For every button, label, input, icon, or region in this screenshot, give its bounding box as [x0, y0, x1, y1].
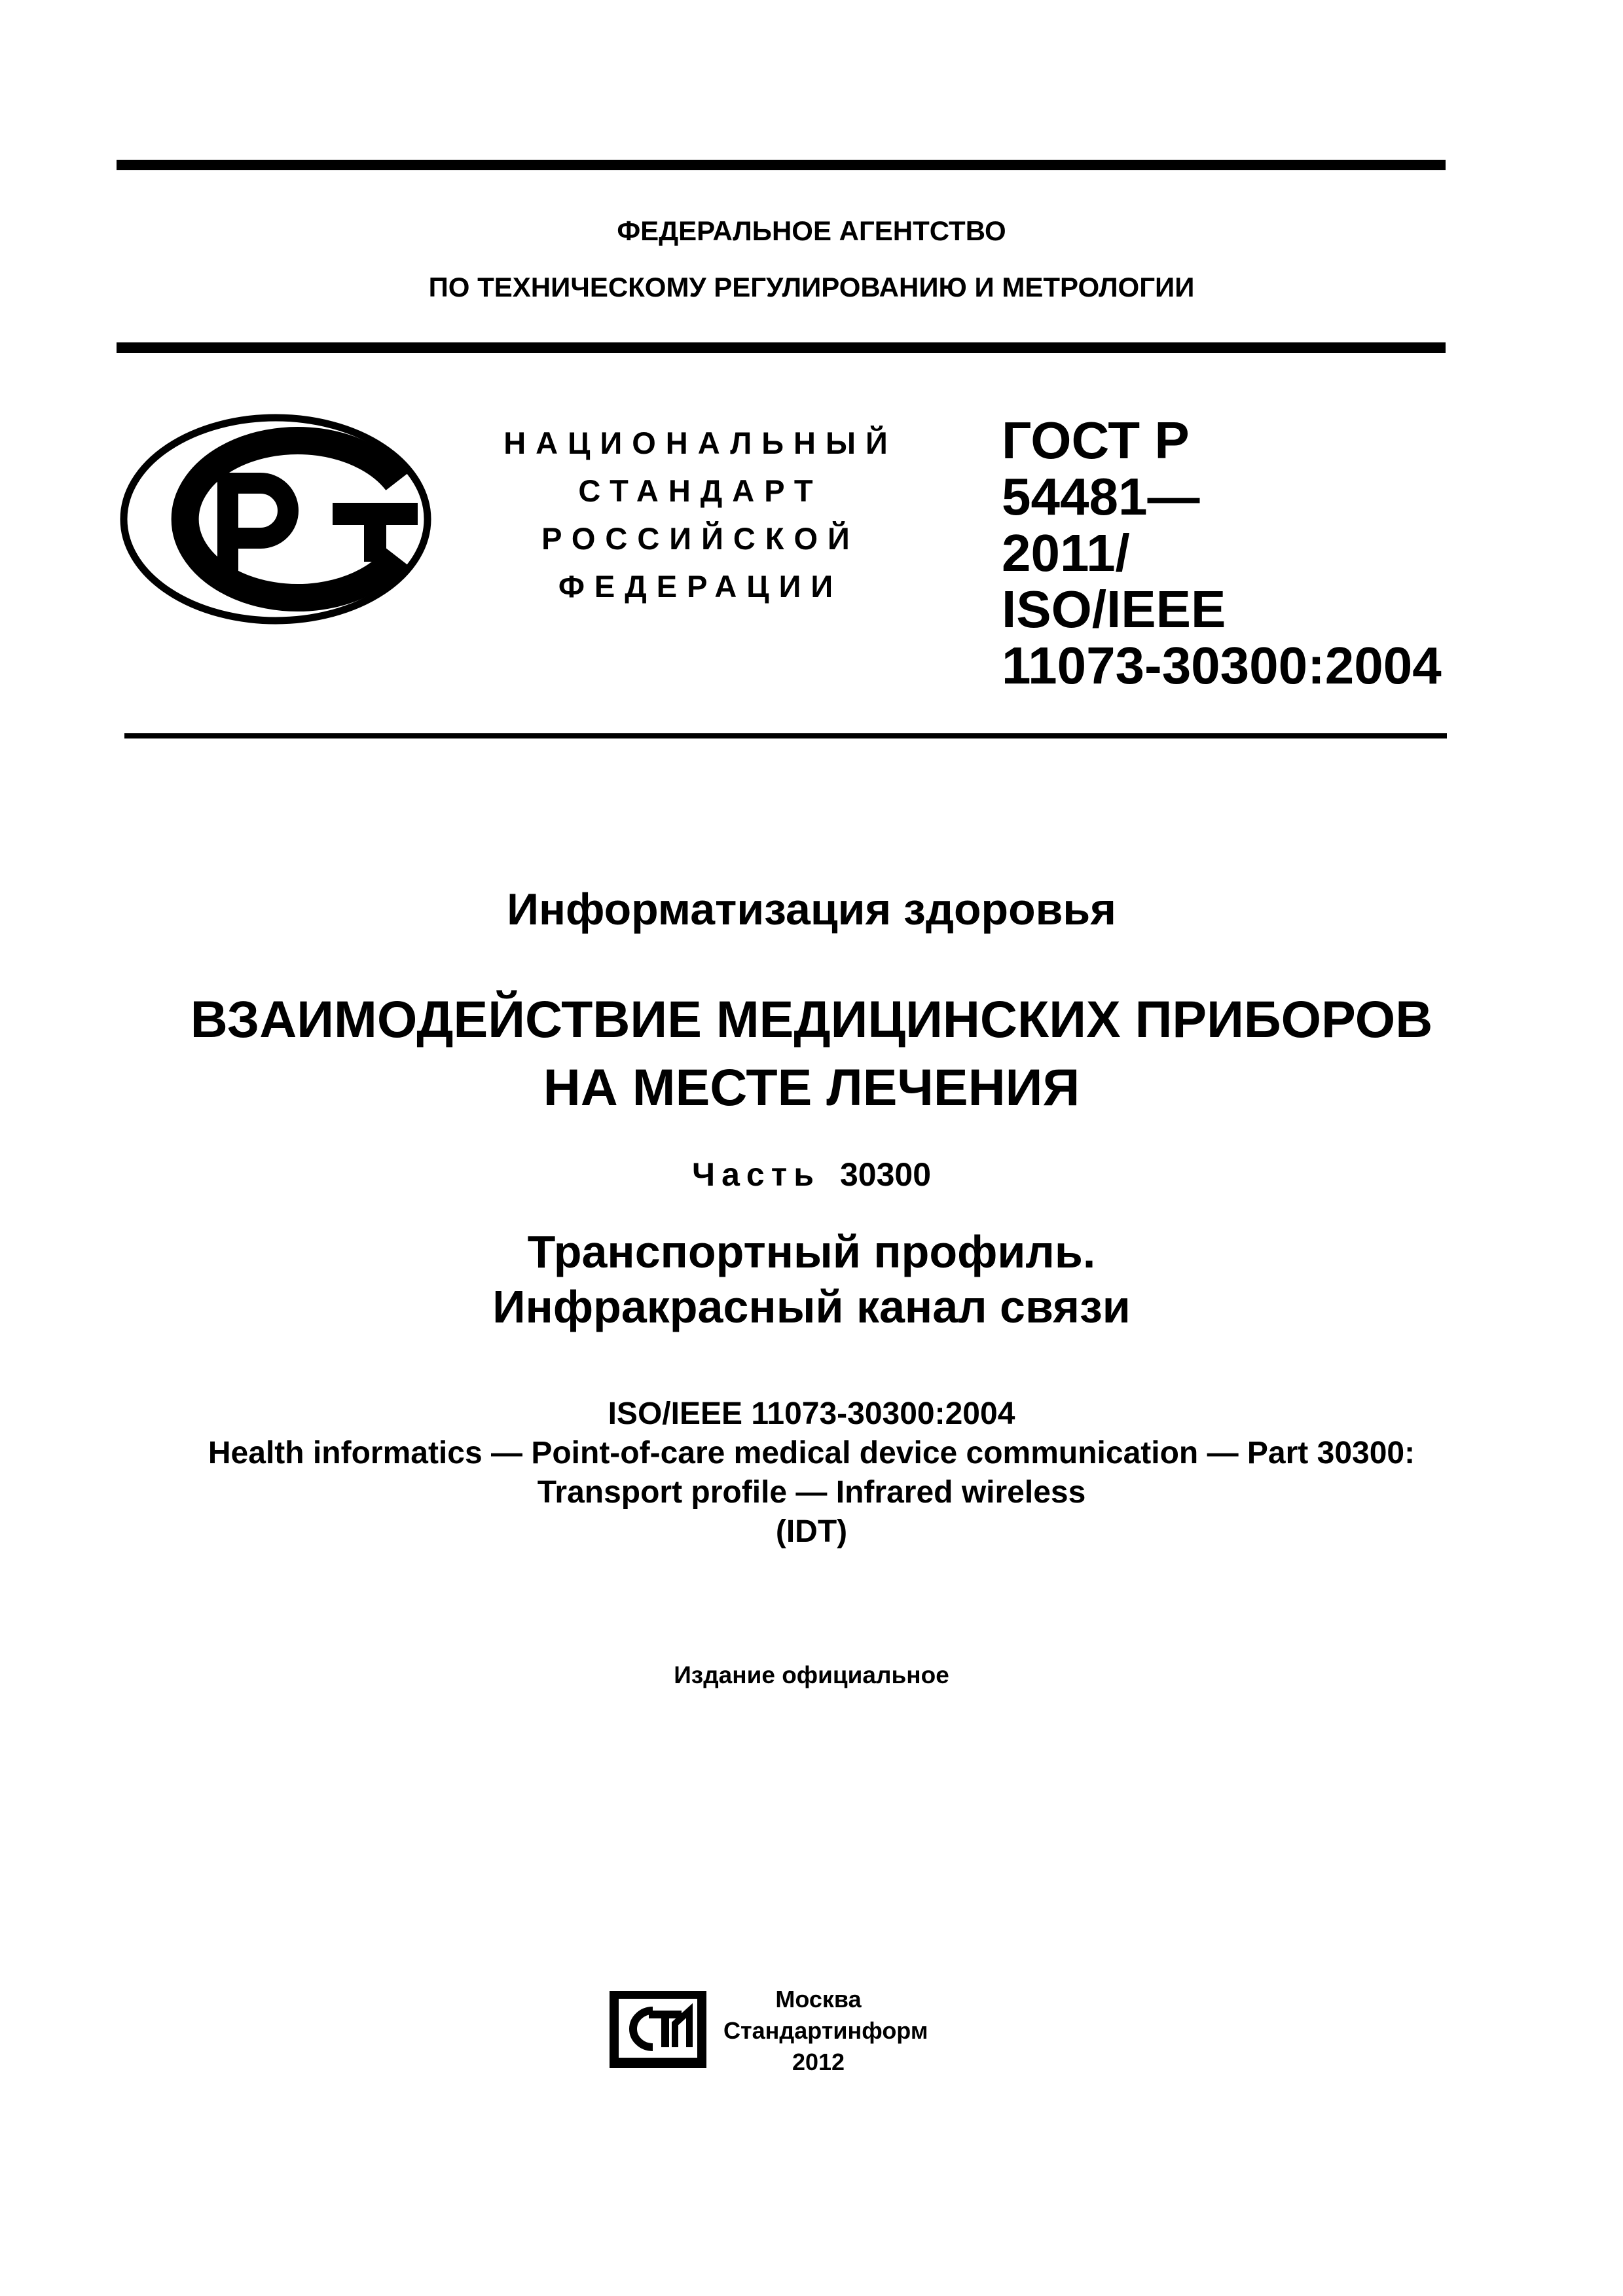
designation-line3: 2011/ [1002, 524, 1130, 582]
national-standard-line1: НАЦИОНАЛЬНЫЙ [503, 426, 898, 460]
part-heading [0, 1156, 1623, 1194]
iso-line4: (IDT) [775, 1514, 848, 1549]
national-standard-line3: РОССИЙСКОЙ [541, 521, 860, 556]
top-rule [117, 160, 1446, 170]
subject-line2: Инфракрасный канал связи [492, 1281, 1131, 1332]
edition-label: Издание официальное [674, 1662, 949, 1688]
publisher-logo [606, 1987, 710, 2072]
publisher-year: 2012 [792, 2049, 845, 2075]
header-bottom-rule [124, 733, 1447, 738]
publisher-name: Стандартинформ [723, 2017, 928, 2044]
agency-header [0, 203, 1623, 316]
designation-line4: ISO/IEEE [1002, 580, 1226, 638]
designation-line2: 54481— [1002, 467, 1200, 526]
part-label: Часть [691, 1156, 820, 1193]
national-standard-line4: ФЕДЕРАЦИИ [558, 569, 843, 604]
agency-bottom-rule [117, 342, 1446, 353]
standartinform-mark-icon [606, 1987, 710, 2072]
part-number: 30300 [839, 1156, 932, 1193]
designation-line1: ГОСТ Р [1002, 411, 1190, 469]
national-standard-label [478, 419, 923, 610]
gost-logo [117, 411, 435, 627]
national-standard-line2: СТАНДАРТ [578, 473, 823, 508]
agency-line2: ПО ТЕХНИЧЕСКОМУ РЕГУЛИРОВАНИЮ И МЕТРОЛОГИИ [428, 272, 1195, 302]
gost-mark-icon [117, 411, 435, 627]
iso-line3: Transport profile — Infrared wireless [537, 1475, 1086, 1510]
publisher-info [723, 1984, 928, 2078]
iso-reference [0, 1394, 1623, 1552]
iso-line2: Health informatics — Point-of-care medical device communication — Part 30300: [208, 1436, 1415, 1470]
subject-title [0, 1224, 1623, 1334]
standard-designation [1002, 412, 1442, 694]
subtitle-line2: НА МЕСТЕ ЛЕЧЕНИЯ [543, 1058, 1080, 1116]
subtitle [0, 985, 1623, 1121]
subtitle-line1: ВЗАИМОДЕЙСТВИЕ МЕДИЦИНСКИХ ПРИБОРОВ [190, 990, 1433, 1048]
agency-line1: ФЕДЕРАЛЬНОЕ АГЕНТСТВО [617, 215, 1006, 246]
subject-line1: Транспортный профиль. [527, 1226, 1096, 1277]
main-title: Информатизация здоровья [507, 884, 1116, 934]
designation-line5: 11073-30300:2004 [1002, 636, 1442, 695]
iso-line1: ISO/IEEE 11073-30300:2004 [608, 1396, 1015, 1431]
publisher-city: Москва [775, 1986, 862, 2013]
